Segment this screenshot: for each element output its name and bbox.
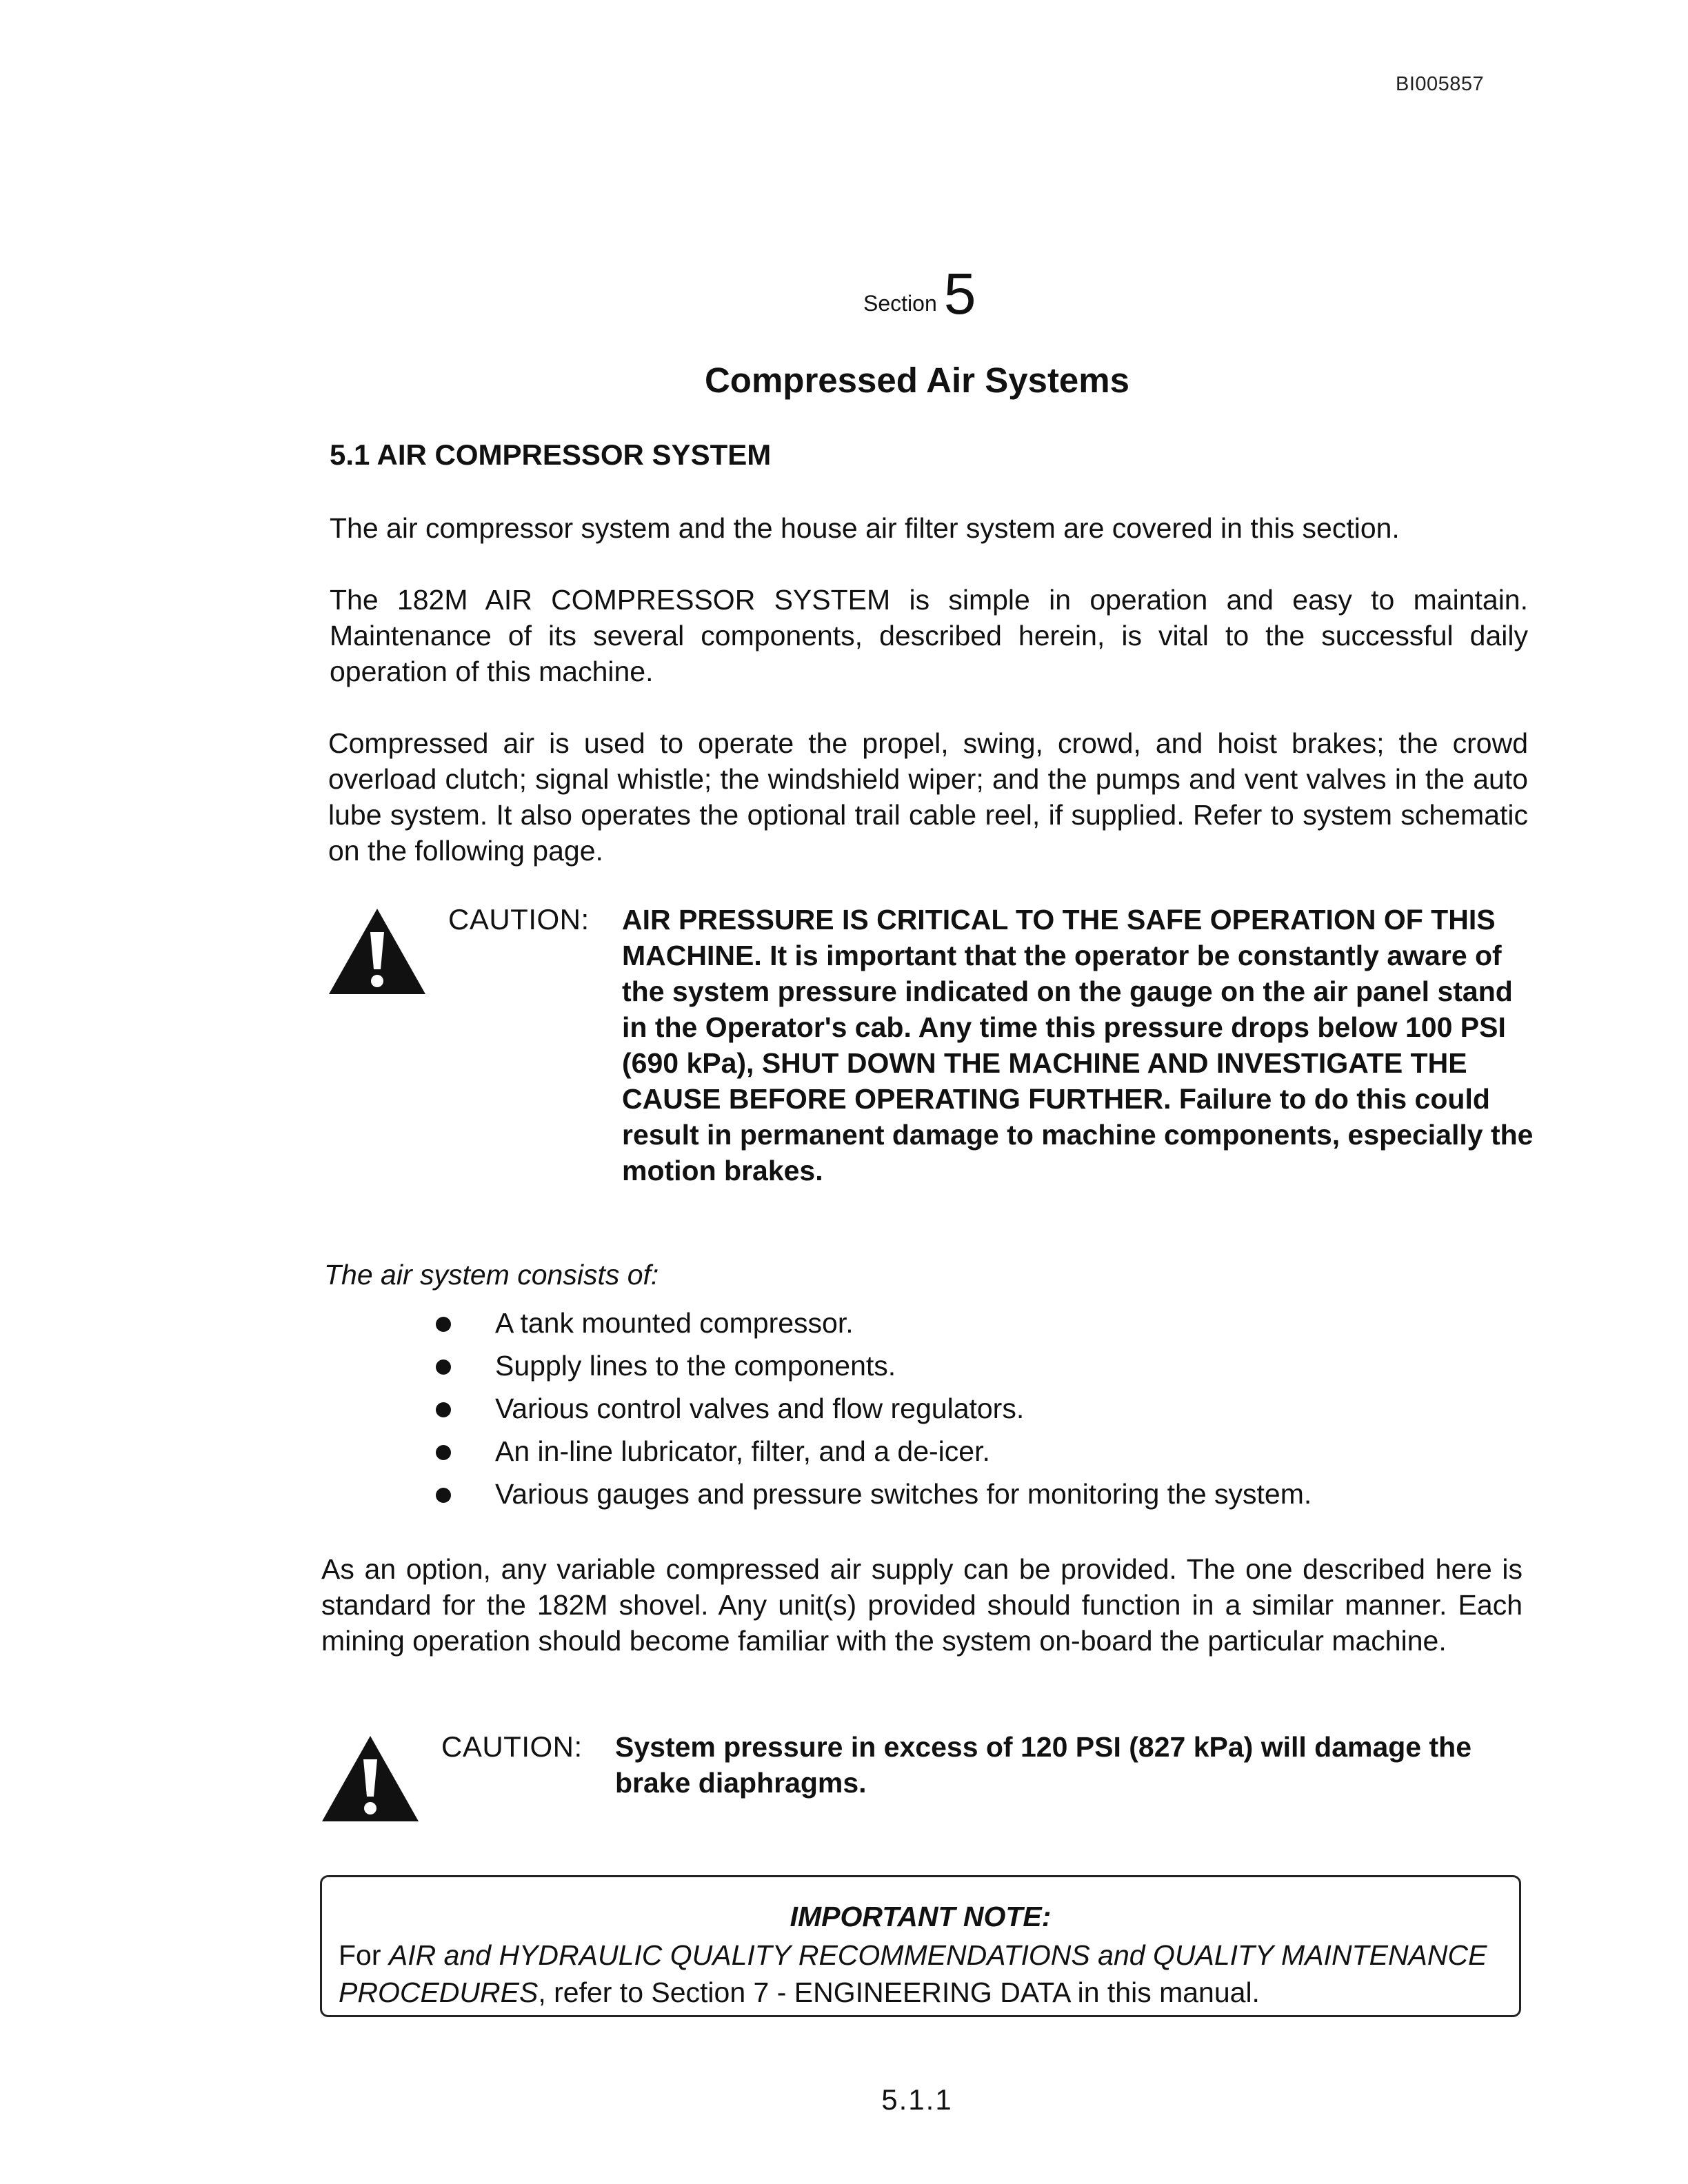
components-list: [428, 1302, 1312, 1515]
note-prefix: For: [339, 1939, 389, 1971]
bullet-icon: [436, 1402, 451, 1417]
note-body: [339, 1937, 1511, 2011]
intro-paragraph: The air compressor system and the house air filter system are covered in this section.: [330, 512, 1400, 544]
usage-paragraph: Compressed air is used to operate the propel, swing, crowd, and hoist brakes; the crowd overload clutch; signal whistle; the windshield wiper; and the pumps and vent valves in the auto lube system. It also operates the optional trail cable reel, if supplied. Refer to system schematic on the following page.: [328, 727, 1528, 867]
list-item: [428, 1387, 1312, 1430]
list-item-text: Various gauges and pressure switches for monitoring the system.: [495, 1478, 1312, 1510]
bullet-icon: [436, 1445, 451, 1460]
list-item: [428, 1302, 1312, 1344]
caution-text: System pressure in excess of 120 PSI (827 kPa) will damage the brake diaphragms.: [615, 1731, 1471, 1799]
section-heading: [863, 261, 976, 327]
list-intro: The air system consists of:: [324, 1259, 659, 1291]
note-emphasis-quality: AIR and HYDRAULIC QUALITY RECOMMENDATIONS: [388, 1939, 1090, 1971]
warning-triangle-icon: [327, 906, 428, 997]
caution-label: CAUTION:: [441, 1730, 583, 1763]
section-word: Section: [863, 291, 937, 316]
note-joiner: and: [1089, 1939, 1153, 1971]
list-item: [428, 1473, 1312, 1515]
bullet-icon: [436, 1359, 451, 1375]
page-number: 5.1.1: [881, 2083, 953, 2116]
list-item: [428, 1430, 1312, 1473]
list-item-text: Supply lines to the components.: [495, 1350, 896, 1382]
overview-paragraph: The 182M AIR COMPRESSOR SYSTEM is simple in operation and easy to maintain. Maintenance of its several components, described herein, is vital to the successful daily operation of this machine.: [330, 584, 1528, 687]
option-paragraph: As an option, any variable compressed air supply can be provided. The one described here is standard for the 182M shovel. Any unit(s) provided should function in a similar manner. Each mining operation should become familiar with the system on-board the particular machine.: [321, 1553, 1523, 1657]
subsection-heading: 5.1 AIR COMPRESSOR SYSTEM: [330, 438, 772, 471]
note-suffix: , refer to Section 7 - ENGINEERING DATA in this manual.: [538, 1976, 1260, 2008]
list-item-text: Various control valves and flow regulators.: [495, 1393, 1025, 1424]
page-title: Compressed Air Systems: [704, 361, 1130, 400]
caution-label: CAUTION:: [448, 903, 590, 936]
list-item-text: A tank mounted compressor.: [495, 1307, 854, 1339]
bullet-icon: [436, 1317, 451, 1332]
list-item-text: An in-line lubricator, filter, and a de-icer.: [495, 1435, 990, 1467]
document-id: BI005857: [1396, 73, 1485, 95]
bullet-icon: [436, 1488, 451, 1503]
list-item: [428, 1344, 1312, 1387]
caution-text: AIR PRESSURE IS CRITICAL TO THE SAFE OPERATION OF THIS MACHINE. It is important that the operator be constantly aware of the system pressure indicated on the gauge on the air panel stand in the Operator's cab. Any time this pressure drops below 100 PSI (690 kPa), SHUT DOWN THE MACHINE AND INVESTIGATE THE CAUSE BEFORE OPERATING FURTHER. Failure to do this could result in permanent damage to machine components, especially the motion brakes.: [622, 904, 1534, 1186]
important-note-box: [320, 1875, 1521, 2017]
note-title: IMPORTANT NOTE:: [790, 1901, 1052, 1932]
note-emphasis-procedures: QUALITY MAINTENANCE PROCEDURES: [339, 1939, 1487, 2008]
warning-triangle-icon: [320, 1733, 421, 1824]
section-number: 5: [943, 261, 976, 326]
